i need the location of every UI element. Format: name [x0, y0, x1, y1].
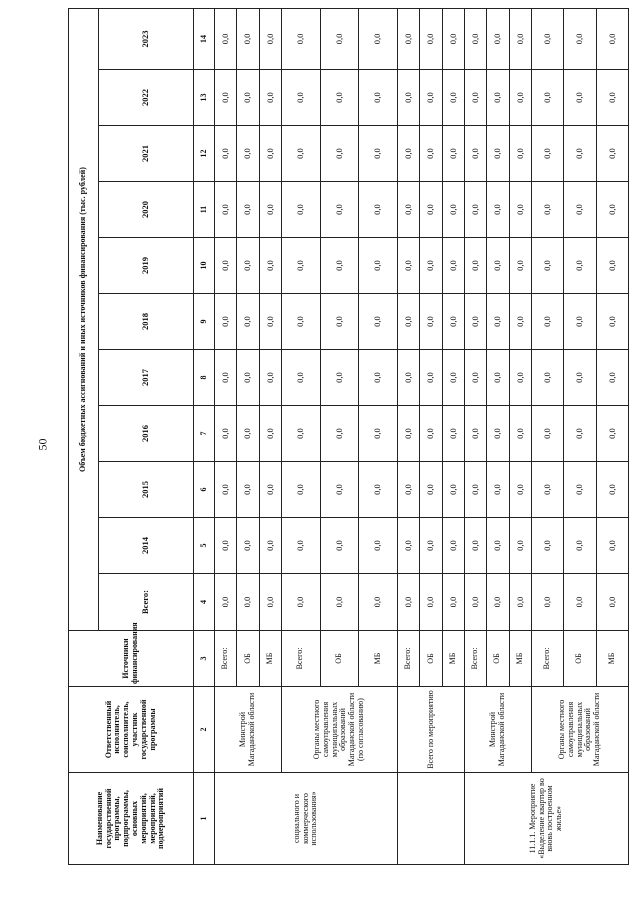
source-cell: МБ [259, 631, 281, 687]
value-cell: 0,0 [359, 8, 398, 69]
value-cell: 0,0 [397, 182, 419, 238]
value-cell: 0,0 [509, 294, 531, 350]
value-cell: 0,0 [215, 294, 237, 350]
value-cell: 0,0 [531, 182, 563, 238]
value-cell: 0,0 [509, 574, 531, 631]
value-cell: 0,0 [596, 182, 628, 238]
value-cell: 0,0 [442, 294, 464, 350]
value-cell: 0,0 [237, 70, 259, 126]
value-cell: 0,0 [596, 294, 628, 350]
value-cell: 0,0 [464, 350, 486, 406]
value-cell: 0,0 [215, 462, 237, 518]
value-cell: 0,0 [596, 70, 628, 126]
source-cell: МБ [509, 631, 531, 687]
value-cell: 0,0 [215, 182, 237, 238]
column-index: 8 [194, 350, 215, 406]
value-cell: 0,0 [531, 8, 563, 69]
value-cell: 0,0 [464, 182, 486, 238]
source-cell: ОБ [320, 631, 359, 687]
source-cell: МБ [359, 631, 398, 687]
value-cell: 0,0 [564, 574, 596, 631]
value-cell: 0,0 [215, 406, 237, 462]
value-cell: 0,0 [487, 8, 509, 69]
value-cell: 0,0 [596, 518, 628, 574]
header-executor: Ответственный исполнитель, соисполнитель, участник государственной программы [69, 687, 194, 773]
value-cell: 0,0 [259, 182, 281, 238]
value-cell: 0,0 [259, 406, 281, 462]
value-cell: 0,0 [487, 238, 509, 294]
program-name-cell: социального и коммерческого использования» [215, 773, 398, 865]
source-cell: ОБ [487, 631, 509, 687]
value-cell: 0,0 [259, 574, 281, 631]
executor-cell: Всего по мероприятию [397, 687, 464, 773]
value-cell: 0,0 [237, 518, 259, 574]
value-cell: 0,0 [420, 350, 442, 406]
value-cell: 0,0 [464, 406, 486, 462]
value-cell: 0,0 [359, 238, 398, 294]
budget-table-container [68, 9, 629, 865]
value-cell: 0,0 [464, 294, 486, 350]
value-cell: 0,0 [420, 406, 442, 462]
value-cell: 0,0 [281, 70, 320, 126]
value-cell: 0,0 [397, 238, 419, 294]
value-cell: 0,0 [420, 518, 442, 574]
value-cell: 0,0 [359, 406, 398, 462]
value-cell: 0,0 [564, 182, 596, 238]
column-index: 1 [194, 773, 215, 865]
value-cell: 0,0 [531, 126, 563, 182]
value-cell: 0,0 [259, 238, 281, 294]
value-cell: 0,0 [237, 294, 259, 350]
value-cell: 0,0 [464, 574, 486, 631]
value-cell: 0,0 [509, 518, 531, 574]
value-cell: 0,0 [596, 462, 628, 518]
value-cell: 0,0 [320, 462, 359, 518]
value-cell: 0,0 [237, 8, 259, 69]
value-cell: 0,0 [320, 8, 359, 69]
header-year: 2016 [99, 406, 194, 462]
value-cell: 0,0 [596, 350, 628, 406]
value-cell: 0,0 [509, 350, 531, 406]
value-cell: 0,0 [596, 8, 628, 69]
value-cell: 0,0 [564, 126, 596, 182]
value-cell: 0,0 [281, 126, 320, 182]
column-index: 6 [194, 462, 215, 518]
value-cell: 0,0 [281, 8, 320, 69]
value-cell: 0,0 [564, 462, 596, 518]
value-cell: 0,0 [359, 518, 398, 574]
column-index: 10 [194, 238, 215, 294]
value-cell: 0,0 [397, 406, 419, 462]
value-cell: 0,0 [442, 574, 464, 631]
value-cell: 0,0 [281, 462, 320, 518]
value-cell: 0,0 [259, 294, 281, 350]
value-cell: 0,0 [464, 238, 486, 294]
value-cell: 0,0 [259, 126, 281, 182]
value-cell: 0,0 [487, 462, 509, 518]
column-index: 12 [194, 126, 215, 182]
value-cell: 0,0 [464, 8, 486, 69]
value-cell: 0,0 [487, 518, 509, 574]
source-cell: ОБ [564, 631, 596, 687]
executor-cell: Органы местного самоуправления муниципальных образований Магаданской области (по согласованию) [281, 687, 397, 773]
value-cell: 0,0 [397, 70, 419, 126]
value-cell: 0,0 [420, 238, 442, 294]
value-cell: 0,0 [564, 238, 596, 294]
value-cell: 0,0 [281, 574, 320, 631]
value-cell: 0,0 [442, 70, 464, 126]
value-cell: 0,0 [531, 70, 563, 126]
executor-cell: Минстрой Магаданской области [464, 687, 531, 773]
value-cell: 0,0 [259, 70, 281, 126]
value-cell: 0,0 [531, 518, 563, 574]
value-cell: 0,0 [237, 574, 259, 631]
table-row [464, 8, 486, 864]
value-cell: 0,0 [564, 406, 596, 462]
value-cell: 0,0 [596, 406, 628, 462]
value-cell: 0,0 [564, 8, 596, 69]
value-cell: 0,0 [359, 70, 398, 126]
value-cell: 0,0 [237, 238, 259, 294]
value-cell: 0,0 [442, 462, 464, 518]
source-cell: Всего: [464, 631, 486, 687]
value-cell: 0,0 [564, 518, 596, 574]
column-index: 7 [194, 406, 215, 462]
value-cell: 0,0 [215, 8, 237, 69]
column-index: 5 [194, 518, 215, 574]
value-cell: 0,0 [397, 126, 419, 182]
value-cell: 0,0 [215, 350, 237, 406]
value-cell: 0,0 [442, 8, 464, 69]
value-cell: 0,0 [487, 70, 509, 126]
value-cell: 0,0 [259, 462, 281, 518]
value-cell: 0,0 [215, 238, 237, 294]
table-row [281, 8, 320, 864]
column-index: 9 [194, 294, 215, 350]
table-row [531, 8, 563, 864]
value-cell: 0,0 [564, 350, 596, 406]
value-cell: 0,0 [281, 518, 320, 574]
value-cell: 0,0 [281, 294, 320, 350]
value-cell: 0,0 [596, 238, 628, 294]
value-cell: 0,0 [397, 350, 419, 406]
value-cell: 0,0 [215, 518, 237, 574]
value-cell: 0,0 [320, 126, 359, 182]
column-index: 3 [194, 631, 215, 687]
value-cell: 0,0 [509, 126, 531, 182]
table-row [215, 8, 237, 864]
source-cell: ОБ [237, 631, 259, 687]
table-row [397, 8, 419, 864]
value-cell: 0,0 [397, 462, 419, 518]
value-cell: 0,0 [359, 574, 398, 631]
value-cell: 0,0 [596, 126, 628, 182]
program-name-cell: 11.1.1. Мероприятие «Выделение квартир во вновь построенном жилье» [464, 773, 628, 865]
source-cell: Всего: [531, 631, 563, 687]
header-year: 2014 [99, 518, 194, 574]
value-cell: 0,0 [464, 70, 486, 126]
value-cell: 0,0 [464, 518, 486, 574]
value-cell: 0,0 [237, 182, 259, 238]
value-cell: 0,0 [281, 182, 320, 238]
header-year: 2015 [99, 462, 194, 518]
value-cell: 0,0 [487, 406, 509, 462]
executor-cell: Минстрой Магаданской области [215, 687, 282, 773]
value-cell: 0,0 [487, 182, 509, 238]
value-cell: 0,0 [320, 70, 359, 126]
header-year: 2023 [99, 8, 194, 69]
value-cell: 0,0 [397, 8, 419, 69]
page-number: 50 [35, 438, 50, 451]
value-cell: 0,0 [509, 462, 531, 518]
value-cell: 0,0 [359, 126, 398, 182]
value-cell: 0,0 [420, 294, 442, 350]
value-cell: 0,0 [397, 294, 419, 350]
value-cell: 0,0 [464, 462, 486, 518]
value-cell: 0,0 [320, 350, 359, 406]
source-cell: ОБ [420, 631, 442, 687]
header-source: Источники финансирования [69, 631, 194, 687]
value-cell: 0,0 [281, 406, 320, 462]
header-total: Всего: [99, 574, 194, 631]
source-cell: Всего: [397, 631, 419, 687]
value-cell: 0,0 [442, 406, 464, 462]
value-cell: 0,0 [596, 574, 628, 631]
value-cell: 0,0 [359, 294, 398, 350]
source-cell: МБ [442, 631, 464, 687]
value-cell: 0,0 [359, 182, 398, 238]
value-cell: 0,0 [237, 462, 259, 518]
value-cell: 0,0 [464, 126, 486, 182]
source-cell: МБ [596, 631, 628, 687]
header-program-name: Наименование государственной программы, подпрограммы, основных мероприятий, мероприятий, подмероприятий [69, 773, 194, 865]
value-cell: 0,0 [487, 294, 509, 350]
value-cell: 0,0 [420, 70, 442, 126]
header-year: 2018 [99, 294, 194, 350]
column-index: 4 [194, 574, 215, 631]
header-year: 2020 [99, 182, 194, 238]
value-cell: 0,0 [487, 126, 509, 182]
value-cell: 0,0 [259, 518, 281, 574]
value-cell: 0,0 [509, 182, 531, 238]
header-year: 2022 [99, 70, 194, 126]
value-cell: 0,0 [531, 574, 563, 631]
value-cell: 0,0 [237, 406, 259, 462]
column-index: 13 [194, 70, 215, 126]
value-cell: 0,0 [215, 574, 237, 631]
value-cell: 0,0 [509, 8, 531, 69]
source-cell: Всего: [215, 631, 237, 687]
column-index: 2 [194, 687, 215, 773]
value-cell: 0,0 [531, 238, 563, 294]
header-year: 2021 [99, 126, 194, 182]
value-cell: 0,0 [359, 350, 398, 406]
value-cell: 0,0 [564, 294, 596, 350]
value-cell: 0,0 [509, 238, 531, 294]
header-year: 2019 [99, 238, 194, 294]
program-name-cell [397, 773, 464, 865]
value-cell: 0,0 [215, 70, 237, 126]
column-index: 11 [194, 182, 215, 238]
value-cell: 0,0 [487, 350, 509, 406]
column-index: 14 [194, 8, 215, 69]
value-cell: 0,0 [259, 350, 281, 406]
value-cell: 0,0 [420, 8, 442, 69]
header-year: 2017 [99, 350, 194, 406]
value-cell: 0,0 [531, 350, 563, 406]
value-cell: 0,0 [397, 574, 419, 631]
executor-cell: Органы местного самоуправления муниципальных образований Магаданской области [531, 687, 628, 773]
value-cell: 0,0 [531, 462, 563, 518]
value-cell: 0,0 [420, 462, 442, 518]
value-cell: 0,0 [442, 126, 464, 182]
value-cell: 0,0 [420, 574, 442, 631]
value-cell: 0,0 [442, 518, 464, 574]
value-cell: 0,0 [259, 8, 281, 69]
value-cell: 0,0 [320, 294, 359, 350]
value-cell: 0,0 [442, 350, 464, 406]
value-cell: 0,0 [531, 406, 563, 462]
source-cell: Всего: [281, 631, 320, 687]
value-cell: 0,0 [281, 350, 320, 406]
value-cell: 0,0 [237, 126, 259, 182]
value-cell: 0,0 [320, 238, 359, 294]
value-cell: 0,0 [397, 518, 419, 574]
value-cell: 0,0 [359, 462, 398, 518]
value-cell: 0,0 [420, 182, 442, 238]
value-cell: 0,0 [320, 406, 359, 462]
value-cell: 0,0 [420, 126, 442, 182]
value-cell: 0,0 [509, 70, 531, 126]
value-cell: 0,0 [531, 294, 563, 350]
value-cell: 0,0 [509, 406, 531, 462]
value-cell: 0,0 [320, 574, 359, 631]
value-cell: 0,0 [487, 574, 509, 631]
header-volume: Объем бюджетных ассигнований и иных источников финансирования (тыс. рублей) [69, 8, 99, 630]
value-cell: 0,0 [564, 70, 596, 126]
value-cell: 0,0 [215, 126, 237, 182]
value-cell: 0,0 [237, 350, 259, 406]
value-cell: 0,0 [442, 238, 464, 294]
value-cell: 0,0 [320, 182, 359, 238]
value-cell: 0,0 [281, 238, 320, 294]
value-cell: 0,0 [442, 182, 464, 238]
budget-table [68, 8, 629, 865]
value-cell: 0,0 [320, 518, 359, 574]
